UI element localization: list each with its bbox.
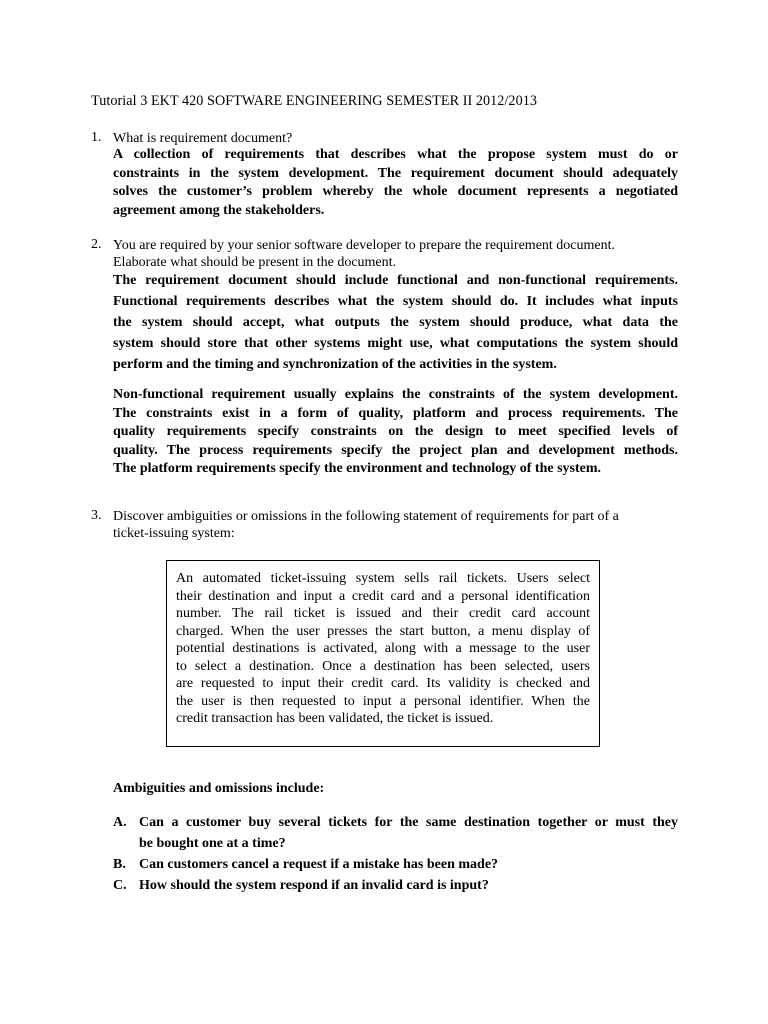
answer-2-line: system should store that other systems might use, what computations the system should [113,336,678,351]
question-1-text: What is requirement document? [113,131,293,146]
answer-1-line: A collection of requirements that describes what the propose system must do or [113,147,678,162]
answer-2-line: The constraints exist in a form of quality, platform and process requirements. The [113,405,678,421]
list-item-line: Can customers cancel a request if a mistake has been made? [139,857,499,872]
answer-1-line: solves the customer’s problem whereby the whole document represents a negotiated [113,184,678,199]
list-item-letter: C. [113,878,127,893]
statement-line: charged. When the user presses the start button, a menu display of [176,623,590,639]
list-item-line: Can a customer buy several tickets for the same destination together or must they [139,815,678,830]
statement-line: are requested to input their credit card. Its validity is checked and [176,676,590,691]
answer-2-line: the system should accept, what outputs the system should produce, what data the [113,315,678,330]
statement-line: An automated ticket-issuing system sells rail tickets. Users select [176,571,590,586]
question-2-number: 2. [91,237,102,252]
answer-2-line: perform and the timing and synchronization of the activities in the system. [113,357,557,372]
list-item-text [139,875,678,896]
list-item-letter: A. [113,815,127,830]
question-3-line: Discover ambiguities or omissions in the following statement of requirements for part of a [113,509,619,524]
list-item [113,854,678,875]
document-title: Tutorial 3 EKT 420 SOFTWARE ENGINEERING SEMESTER II 2012/2013 [91,93,538,109]
list-item-letter: B. [113,857,126,872]
ambiguities-list [113,812,678,896]
list-item [113,812,678,854]
question-3-text [113,508,678,542]
statement-line: to select a destination. Once a destination has been selected, users [176,658,590,674]
list-item-text [139,854,678,875]
answer-1-line: constraints in the system development. The requirement document should adequately [113,165,678,181]
question-2-text [113,237,678,271]
question-3-line: ticket-issuing system: [113,526,235,541]
statement-line: credit transaction has been validated, the ticket is issued. [176,711,494,726]
list-item-line: How should the system respond if an invalid card is input? [139,878,489,893]
statement-line: potential destinations is activated, along with a message to the user [176,641,590,656]
question-2-line: You are required by your senior software developer to prepare the requirement document. [113,238,616,253]
answer-2-line: The platform requirements specify the environment and technology of the system. [113,461,602,476]
list-item [113,875,678,896]
list-item-line: be bought one at a time? [139,836,286,851]
answer-2-line: Non-functional requirement usually explains the constraints of the system development. [113,387,678,402]
list-item-text [139,812,678,854]
answer-1-line: agreement among the stakeholders. [113,202,325,218]
answer-2-line: quality requirements specify constraints on the design to meet specified levels of [113,424,678,439]
answer-2-functional [113,270,678,375]
answer-2-line: Functional requirements describes what the system should do. It includes what inputs [113,294,678,309]
question-3-number: 3. [91,508,102,523]
statement-line: number. The rail ticket is issued and their credit card account [176,606,590,621]
question-1-number: 1. [91,130,102,145]
answer-2-line: quality. The process requirements specify the project plan and development methods. [113,442,678,458]
answer-1 [113,146,678,220]
answer-2-line: The requirement document should include functional and non-functional requirements. [113,273,678,288]
statement-line: the user is then requested to input a personal identifier. When the [176,693,590,709]
requirements-statement-box [166,560,600,747]
question-2-line: Elaborate what should be present in the document. [113,255,397,270]
answer-2-nonfunctional [113,386,678,479]
ambiguities-heading: Ambiguities and omissions include: [113,781,325,796]
statement-line: their destination and input a credit card and a personal identification [176,588,590,604]
